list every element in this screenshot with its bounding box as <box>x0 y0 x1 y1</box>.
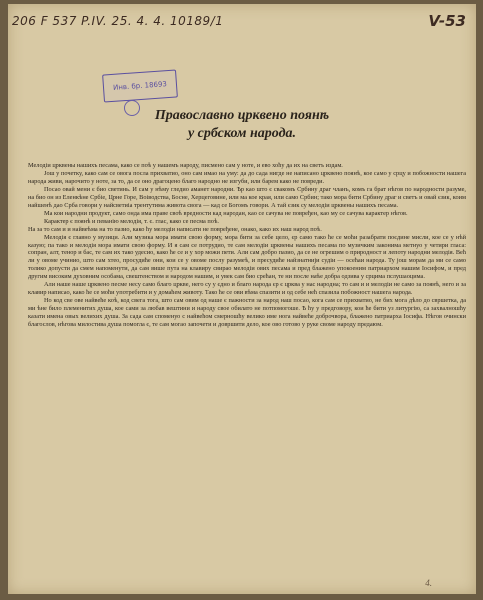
archive-annotation-left: 206 F 537 P.IV. 25. 4. 4. 10189/1 <box>12 14 224 28</box>
paragraph-1: Мелодіи црквены нашихъ песама, како се поѣ у нашемъ народу, писмено сам у ноте, и ево хоћу да их на светъ издам. <box>28 162 343 169</box>
paragraph-5: Карактер є поянѣ и певанію мелодія, т. є. глас, како се песма поѣ. <box>44 217 219 225</box>
paragraph-4: Ма кои народни продукт, само онда има праве своѣ вредности кад народан, као се сачува не повређен, као му се сачува карактер нѣгов. <box>44 209 408 217</box>
paragraph-2: Још у почетку, како сам се овога посла прихватио, оно сам имао на уму: да до сада нигде не написано црквено поянѣ, кое само у срцу и побожности нашега народа живи, нарочито у ноте, за то, да се оно драгоцено благо народно не изгуби, или барем како не повреди. <box>28 169 466 185</box>
page-number: 4. <box>425 578 432 588</box>
archive-annotation-right: V-53 <box>428 12 466 30</box>
document-body <box>28 162 466 329</box>
document-title-line1: Православно црквено поянѣ <box>154 108 330 123</box>
paragraph-9: Но код све ове найвеће коѣ, код свега тога, што сам овим од наше є пажности за народ наш посао, кога сам се прихватио, не бих мога дѣло до свршетка, да ми ѣне било племенитих душа, кое сами за любав вештини и народу свое обилато не потпомогоше. Ѣ ћу у предговору, кои ће бити уз литургію, са захвалношћу казати имена овых велихих душа. За сада сам споменуо с найвећом смерношћу велико име нога найвеће доброчвора, блажено патриарха Іосифа. Нѣгов очински благослов, нѣгова милостива душа помогла є, те сам могао започети и довршити дело, кое ово готово у руке своме народу предаюм. <box>28 297 466 329</box>
library-stamp: Инв. бр. 18693 <box>102 69 178 102</box>
paragraph-3: Посао овай мени є био светинь. И сам у нѣму гледио аманет народни. Ѣр као што є свакомъ Србину драг чланъ, комъ га брат нѣгов по народности разуме, на био он из Еленкѣне Србіе, Црне Горе, Воіводства, Босне, Херцеговине, или ма кое края, или само Србин; тако мора бити Србину драг и светъ и овай єзик, коим найшенѣ дао Срба говори у найсветиіа трентутима живота свога — кад се Богомъ говори. А тай єзик су мелодіи црквены нашихъ песама. <box>28 185 466 209</box>
document-title-line2: у србском народа. <box>187 126 297 141</box>
paragraph-6: На за то сам и и найвеѣма на то пазио, како ћу мелодіи написати не повређене, онако, како их наш народ поѣ. <box>28 225 322 233</box>
paragraph-7: Мелодія є главно у музици. Али музика мора имати свою форму, мора бити за себе цело, єр само тако ће се моћи разабрати поєдине мисли, кое се у нѣй казую; па тако и мелодія мора имати свою форму. И я сам се потрудио, те сам мелодіи црквены нашихъ песама по музичким законима метнуо у четири гласа: сопран, алт, тенор и бас, те сам их тако удесио, како ће се и у хор можи пети. Али сам добро пазио, да се не огрешим о природност и лепоту народни мелодія. Већ ли у овоме учинио, што сам хтео, просудиће они, кои се у овоме послу разумеѣ, и пресудиће найзнатнији судіи — осећаи народа. Ту још морам да ми се само толико допусти да смем напоменути, да сам више пута на клавиру свирао мелодіи ових песама и пред блажено упокоеним патриархом нашим Іосифом, и пред другим високим духовним особама, свештенством и народом нашим, и увек сам био срећан, те ни после наѣе добра одзива у срцима пслушаоцима. <box>28 233 466 281</box>
paragraph-8: Али наше наше црквено песме несу само благо цркве, него су у єдно и благо народа єр є црква у нас народна; то сам и и мелодіи не само за поянѣ, него и за клавир написао, како ће се моћи употребити и у домаћем животу. Тако ће се ови вѣма спазити и од себе нећ спазила побожност нашега народа. <box>28 281 466 297</box>
document-page <box>8 4 476 594</box>
